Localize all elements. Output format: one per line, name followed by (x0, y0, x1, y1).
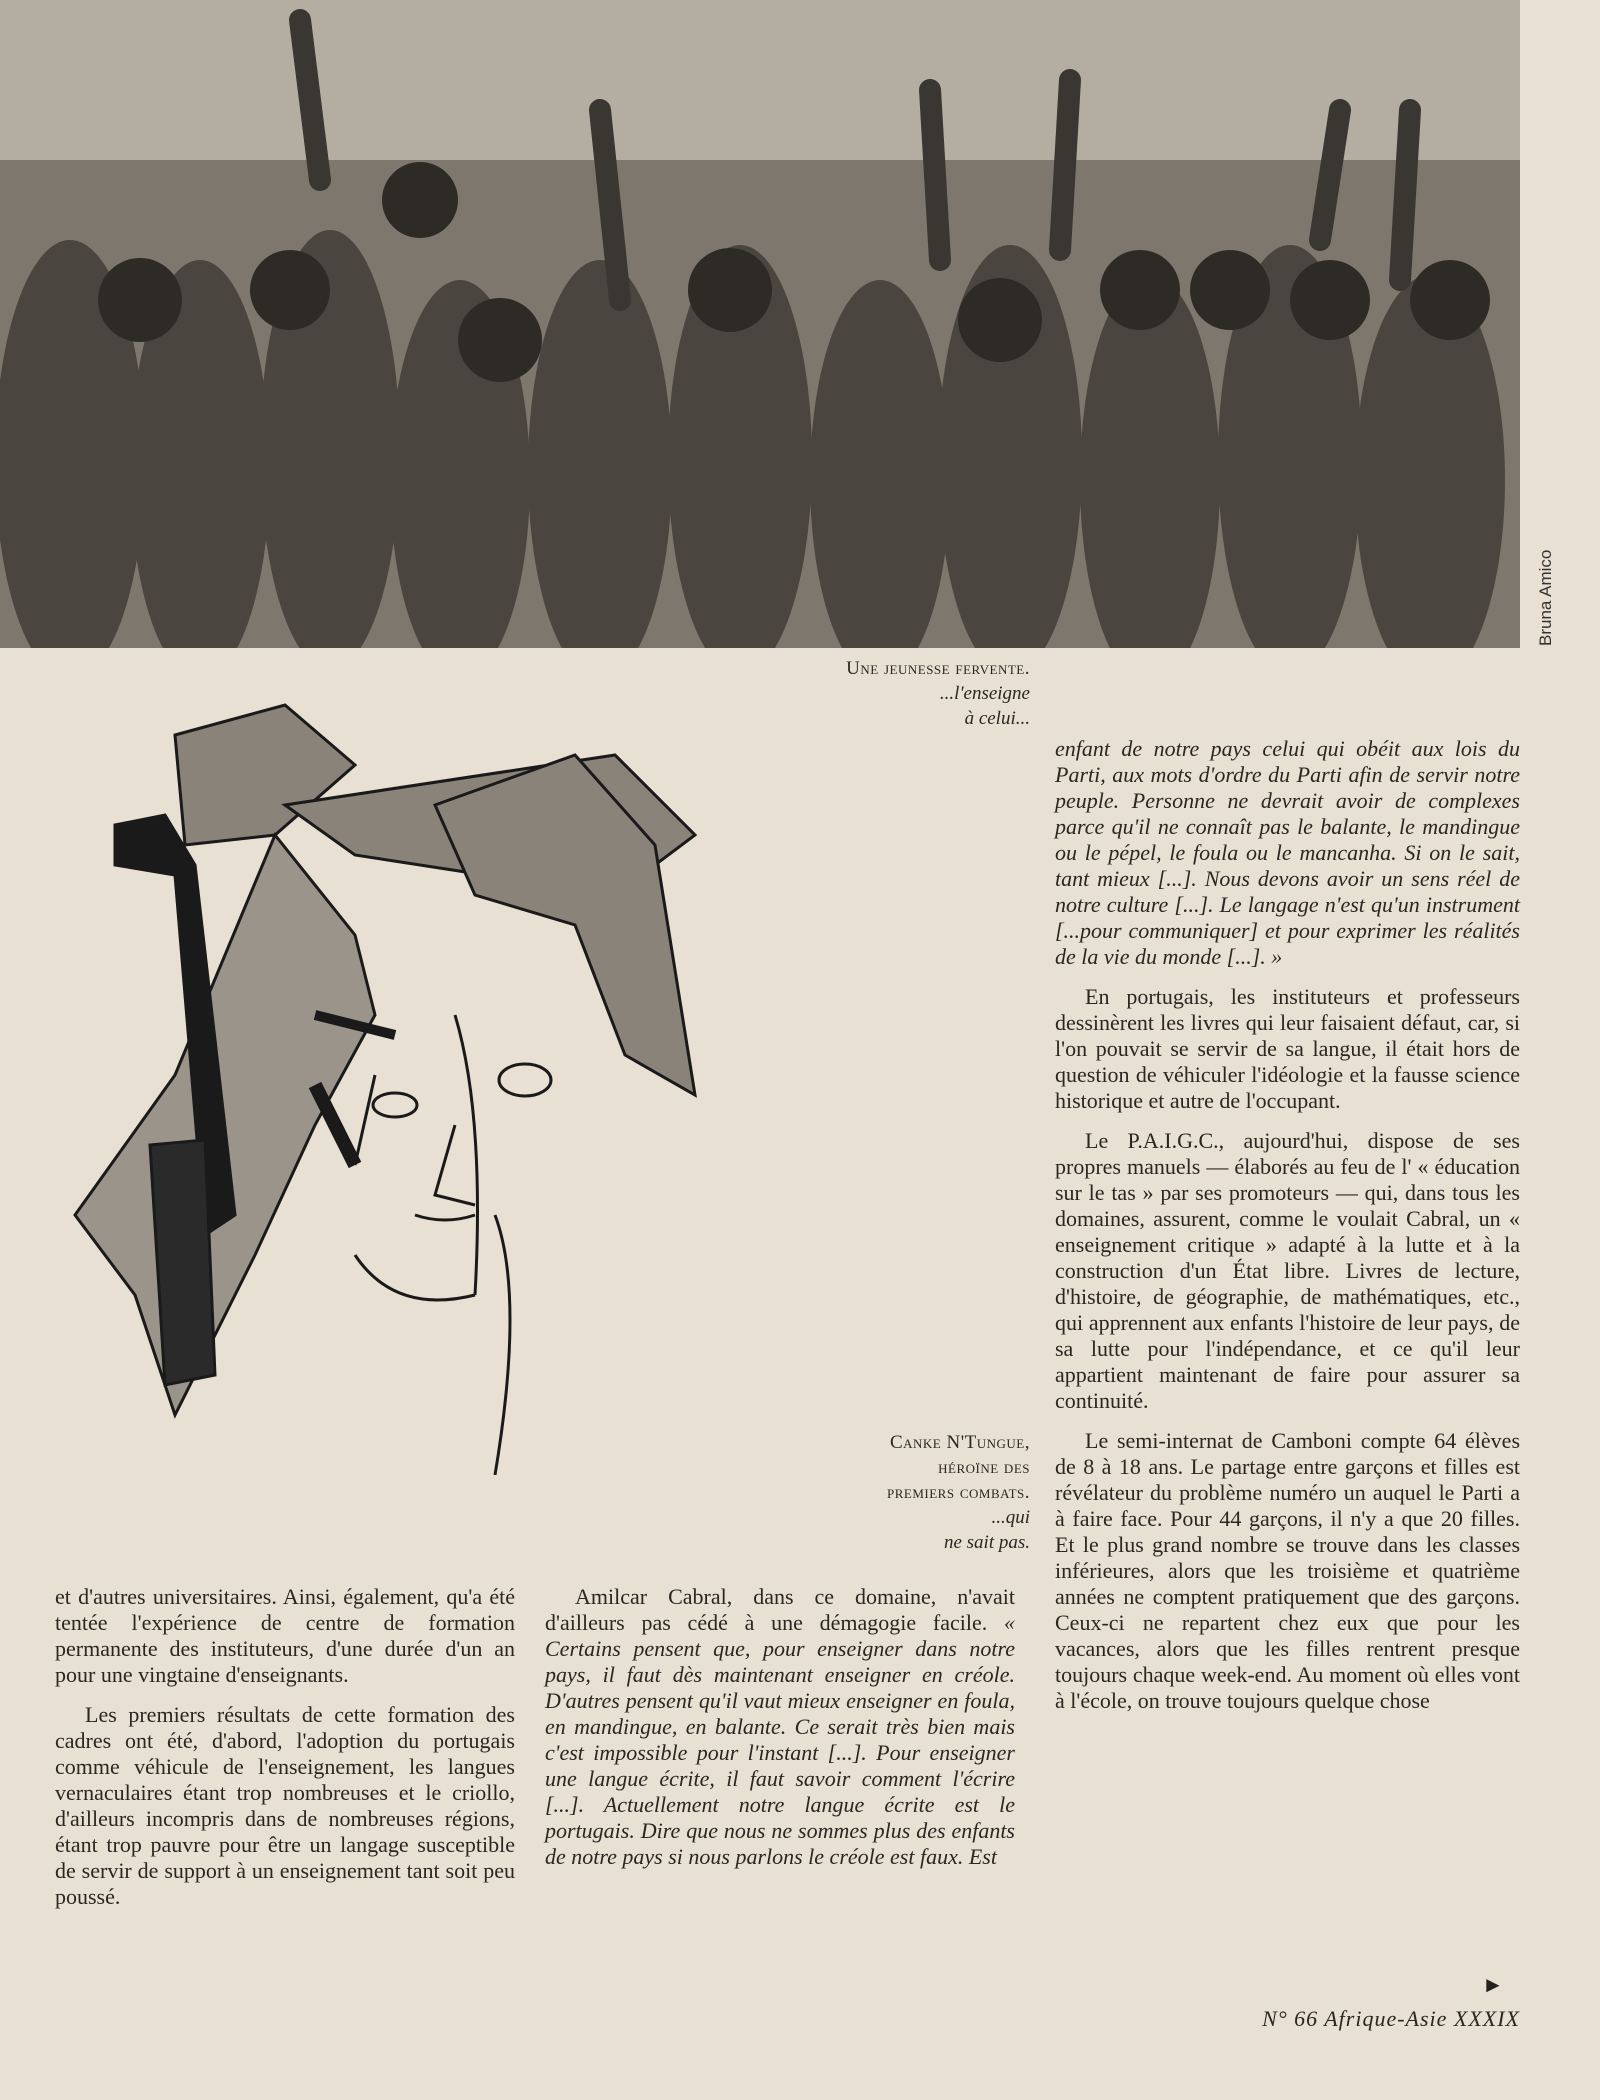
paragraph: et d'autres universitaires. Ainsi, également, qu'a été tentée l'expérience de centre de formation permanente des instituteurs, d'une durée d'un an pour une vingtaine d'enseignants. (55, 1584, 515, 1687)
paragraph: En portugais, les instituteurs et professeurs dessinèrent les livres qui leur faisaient défaut, car, si l'on pouvait se servir de sa langue, il était hors de question de véhiculer l'idéologie et la fausse science historique et autre de l'occupant. (1055, 984, 1520, 1113)
paragraph: Le semi-internat de Camboni compte 64 élèves de 8 à 18 ans. Le partage entre garçons et filles est révélateur du problème numéro un auquel le Parti a à faire face. Pour 44 garçons, il n'y a que 20 filles. Et le plus grand nombre se trouve dans les classes inférieures, alors que les troisième et quatrième années ne comptent pratiquement que des garçons. Ceux-ci ne repartent chez eux que pour les vacances, alors que les filles rentrent presque toujours chaque week-end. Au moment où elles vont à l'école, on trouve toujours quelque chose (1055, 1428, 1520, 1713)
paragraph (545, 1584, 1015, 1870)
page-footer: N° 66 Afrique-Asie XXXIX (1262, 2006, 1520, 2031)
paragraph: Les premiers résultats de cette formation des cadres ont été, d'abord, l'adoption du portugais comme véhicule de l'enseignement, les langues vernaculaires étant trop nombreuses et le criollo, d'ailleurs incompris dans de nombreuses régions, étant trop pauvre pour être un langage susceptible de servir de support à un enseignement tant soit peu poussé. (55, 1702, 515, 1909)
cabral-quote: « Certains pensent que, pour enseigner dans notre pays, il faut dès maintenant enseigner en créole. D'autres pensent qu'il vaut mieux enseigner en foula, en mandingue, en balante. Ce serait très bien mais c'est impossible pour l'instant [...]. Pour enseigner une langue écrite, il faut savoir comment l'écrire [...]. Actuellement notre langue écrite est le portugais. Dire que nous ne sommes plus des enfants de notre pays si nous parlons le créole est faux. Est (545, 1610, 1016, 1869)
cabral-quote-continued: enfant de notre pays celui qui obéit aux lois du Parti, aux mots d'ordre du Parti afin de servir notre peuple. Personne ne devrait avoir de complexes parce qu'il ne connaît pas le balante, le mandingue ou le pépel, le foula ou le mancanha. Si on le sait, tant mieux [...]. Nous devons avoir un sens réel de notre culture [...]. Le langage n'est qu'un instrument [...pour communiquer] et pour exprimer les réalités de la vie du monde [...]. » (1055, 736, 1520, 969)
caption-line: ...qui (991, 1507, 1030, 1528)
caption-line: à celui... (964, 708, 1030, 729)
child-drawing (55, 695, 715, 1475)
caption-line: ne sait pas. (943, 1532, 1030, 1553)
caption-title: Une jeunesse fervente. (846, 658, 1030, 679)
article-column-3 (1055, 736, 1520, 1728)
caption-title: Canke N'Tungue, (889, 1432, 1030, 1453)
continue-arrow-icon: ► (1482, 1972, 1504, 1997)
crowd-photo (0, 0, 1520, 648)
paragraph-intro: Amilcar Cabral, dans ce domaine, n'avait d'ailleurs pas cédé à une démagogie facile. (545, 1584, 1015, 1635)
drawing-caption (780, 1430, 1030, 1555)
caption-line: premiers combats. (887, 1482, 1030, 1503)
photo-caption (780, 656, 1030, 731)
article-column-2 (545, 1584, 1015, 1884)
caption-line: ...l'enseigne (939, 683, 1030, 704)
photo-credit: Bruna Amico (1536, 549, 1555, 646)
caption-line: héroïne des (938, 1457, 1030, 1478)
article-column-1 (55, 1584, 515, 1924)
paragraph: Le P.A.I.G.C., aujourd'hui, dispose de ses propres manuels — élaborés au feu de l' « éducation sur le tas » par ses promoteurs — qui, dans tous les domaines, assurent, comme le voulait Cabral, un « enseignement critique » adapté à la lutte et à la construction d'un État libre. Livres de lecture, d'histoire, de géographie, de mathématiques, etc., qui apprennent aux enfants l'histoire de leur pays, de sa lutte pour l'indépendance, et ce qu'il leur appartient maintenant de faire pour assurer sa continuité. (1055, 1128, 1520, 1413)
